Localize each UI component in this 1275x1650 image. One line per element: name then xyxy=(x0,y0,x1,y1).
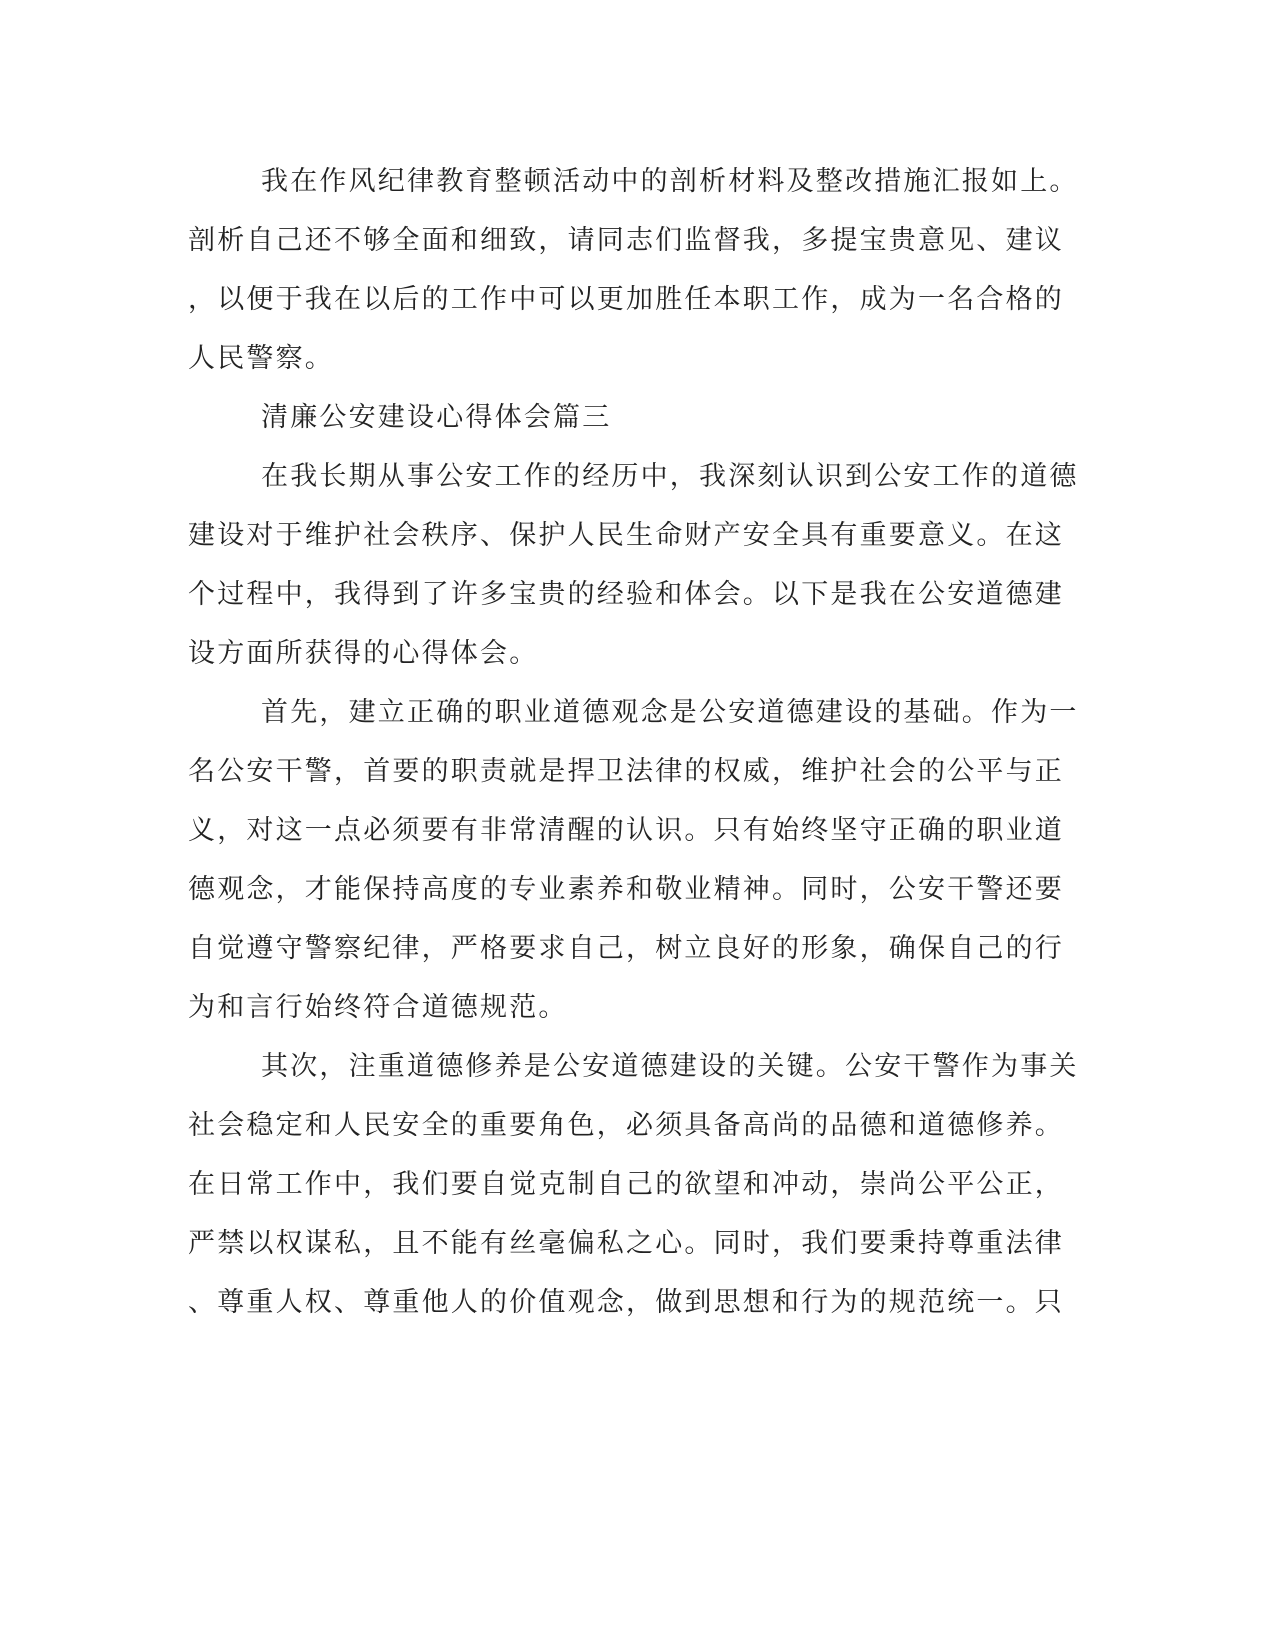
section-heading: 清廉公安建设心得体会篇三 xyxy=(261,402,612,433)
paragraph-line: 个过程中，我得到了许多宝贵的经验和体会。以下是我在公安道德建 xyxy=(188,579,1064,610)
paragraph-line: 建设对于维护社会秩序、保护人民生命财产安全具有重要意义。在这 xyxy=(188,520,1064,551)
paragraph-line: 、尊重人权、尊重他人的价值观念，做到思想和行为的规范统一。只 xyxy=(188,1287,1064,1318)
paragraph-line: ，以便于我在以后的工作中可以更加胜任本职工作，成为一名合格的 xyxy=(188,284,1064,315)
paragraph-line: 严禁以权谋私，且不能有丝毫偏私之心。同时，我们要秉持尊重法律 xyxy=(188,1228,1064,1259)
paragraph-line: 名公安干警，首要的职责就是捍卫法律的权威，维护社会的公平与正 xyxy=(188,756,1064,787)
paragraph-line: 在我长期从事公安工作的经历中，我深刻认识到公安工作的道德 xyxy=(261,461,1079,492)
paragraph-line: 为和言行始终符合道德规范。 xyxy=(188,992,568,1023)
paragraph-line: 其次，注重道德修养是公安道德建设的关键。公安干警作为事关 xyxy=(261,1051,1079,1082)
paragraph-line: 剖析自己还不够全面和细致，请同志们监督我，多提宝贵意见、建议 xyxy=(188,225,1064,256)
paragraph-line: 义，对这一点必须要有非常清醒的认识。只有始终坚守正确的职业道 xyxy=(188,815,1064,846)
paragraph-line: 在日常工作中，我们要自觉克制自己的欲望和冲动，崇尚公平公正， xyxy=(188,1169,1064,1200)
paragraph-line: 设方面所获得的心得体会。 xyxy=(188,638,539,669)
paragraph-line: 我在作风纪律教育整顿活动中的剖析材料及整改措施汇报如上。 xyxy=(261,166,1079,197)
paragraph-line: 德观念，才能保持高度的专业素养和敬业精神。同时，公安干警还要 xyxy=(188,874,1064,905)
paragraph-line: 首先，建立正确的职业道德观念是公安道德建设的基础。作为一 xyxy=(261,697,1079,728)
paragraph-line: 社会稳定和人民安全的重要角色，必须具备高尚的品德和道德修养。 xyxy=(188,1110,1064,1141)
paragraph-line: 自觉遵守警察纪律，严格要求自己，树立良好的形象，确保自己的行 xyxy=(188,933,1064,964)
paragraph-line: 人民警察。 xyxy=(188,343,334,374)
